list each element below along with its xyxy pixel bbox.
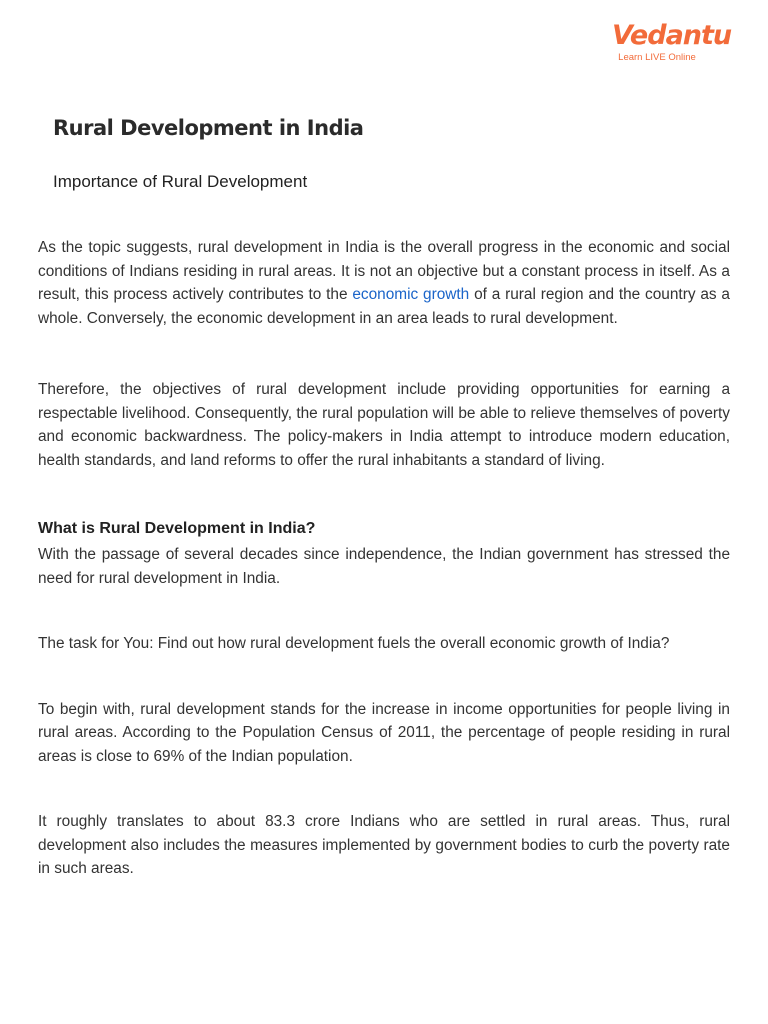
page-title: Rural Development in India (53, 116, 364, 140)
paragraph-intro-text-2: of a rural region and the country as a whole. Conversely, the economic development in an area leads to rural development. (38, 286, 730, 327)
paragraph-objectives: Therefore, the objectives of rural development include providing opportunities for earning a respectable livelihood. Consequently, the rural population will be able to relieve themselves of poverty and economic backwardness. The policy-makers in India attempt to introduce modern education, health standards, and land reforms to offer the rural inhabitants a standard of living. (38, 381, 730, 469)
section-heading: What is Rural Development in India? (38, 520, 316, 537)
vedantu-logo (612, 20, 732, 63)
paragraph-task: The task for You: Find out how rural development fuels the overall economic growth of India? (38, 635, 670, 652)
page-subtitle: Importance of Rural Development (53, 172, 308, 191)
logo-wordmark: Vedantu (612, 20, 732, 51)
paragraph-intro-text-1: As the topic suggests, rural development in India is the overall progress in the economic and social conditions of Indians residing in rural areas. It is not an objective but a constant process in itself. As a result, this process actively contributes to the (38, 239, 730, 303)
article-body (38, 236, 730, 881)
logo-tagline: Learn LIVE Online (618, 52, 696, 63)
economic-growth-link[interactable]: economic growth (352, 286, 470, 303)
paragraph-crore: It roughly translates to about 83.3 crore Indians who are settled in rural areas. Thus, rural development also includes the measures implemented by government bodies to curb the poverty rate in such areas. (38, 813, 730, 877)
paragraph-census: To begin with, rural development stands for the increase in income opportunities for people living in rural areas. According to the Population Census of 2011, the percentage of people residing in rural areas is close to 69% of the Indian population. (38, 700, 730, 765)
paragraph-intro (38, 236, 730, 330)
paragraph-passage: With the passage of several decades since independence, the Indian government has stressed the need for rural development in India. (38, 546, 730, 587)
